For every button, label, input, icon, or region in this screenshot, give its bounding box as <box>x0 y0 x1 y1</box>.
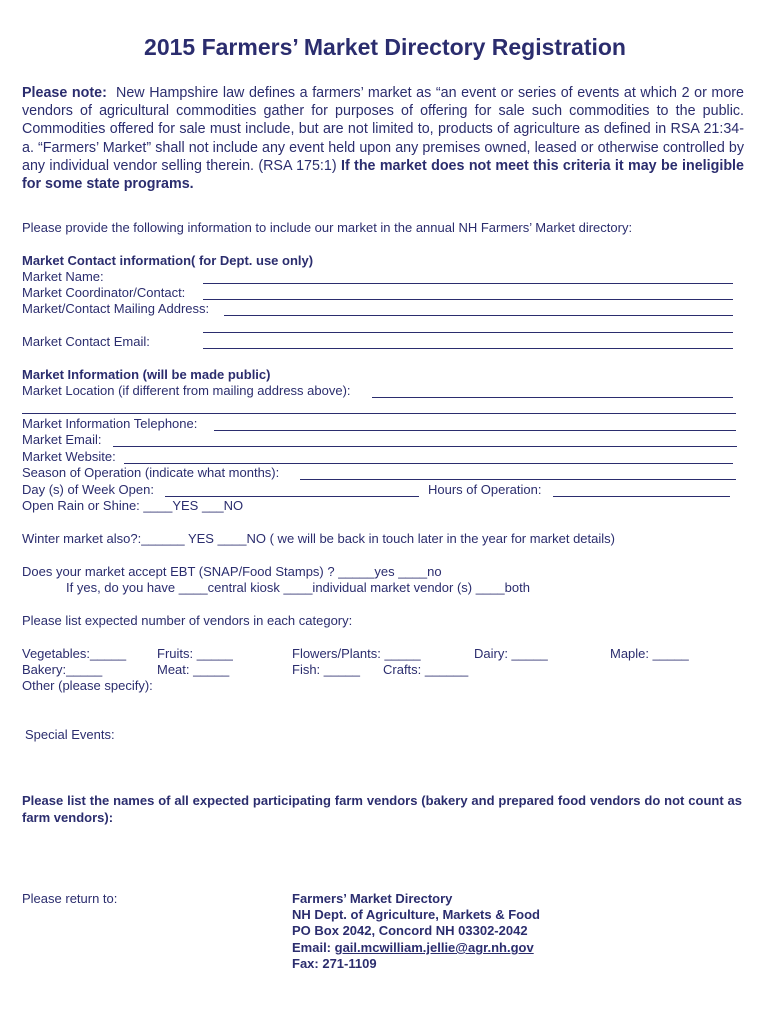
other-label: Other (please specify): <box>22 678 153 693</box>
contact-email-field[interactable] <box>203 348 733 349</box>
market-email-field[interactable] <box>113 446 737 447</box>
ebt-followup[interactable]: If yes, do you have ____central kiosk ____individual market vendor (s) ____both <box>66 580 530 595</box>
contact-email-label: Market Contact Email: <box>22 334 150 349</box>
coordinator-field[interactable] <box>203 299 733 300</box>
website-field[interactable] <box>124 463 733 464</box>
fish-count[interactable]: Fish: _____ <box>292 662 360 677</box>
note-label: Please note: <box>22 85 107 101</box>
intro-text: Please provide the following information to include our market in the annual NH Farmers’ Market directory: <box>22 220 633 235</box>
page-title: 2015 Farmers’ Market Directory Registration <box>144 34 626 60</box>
maple-count[interactable]: Maple: _____ <box>610 646 689 661</box>
vendors-prompt: Please list expected number of vendors in each category: <box>22 613 353 628</box>
market-name-label: Market Name: <box>22 269 104 284</box>
flowers-count[interactable]: Flowers/Plants: _____ <box>292 646 421 661</box>
winter-market-question[interactable]: Winter market also?:______ YES ____NO ( we will be back in touch later in the year for market details) <box>22 531 615 546</box>
days-open-field[interactable] <box>165 496 419 497</box>
season-field[interactable] <box>300 479 736 480</box>
return-label: Please return to: <box>22 891 118 906</box>
phone-label: Market Information Telephone: <box>22 416 198 431</box>
contact-heading: Market Contact information( for Dept. use only) <box>22 253 314 268</box>
info-heading: Market Information (will be made public) <box>22 367 271 382</box>
note-text: New Hampshire law defines a farmers’ market as “an event or series of events at which 2 or more vendors of agricultural commodities gather for purposes of offering for sale such commodities to the public. Commodities offered for sale must include, but are not limited to, products of agriculture as defined in RSA 21:34-a. “Farmers’ Market” shall not include any event held upon any premises owned, leased or otherwise controlled by any individual vendor selling therein. (RSA 175:1) <box>22 85 744 174</box>
season-label: Season of Operation (indicate what months): <box>22 465 280 480</box>
mailing-address-field[interactable] <box>224 315 733 316</box>
bakery-count[interactable]: Bakery:_____ <box>22 662 103 677</box>
mailing-address-field-2[interactable] <box>203 332 733 333</box>
coordinator-label: Market Coordinator/Contact: <box>22 285 186 300</box>
return-fax: Fax: 271-1109 <box>292 956 377 971</box>
farm-vendors-prompt: Please list the names of all expected participating farm vendors (bakery and prepared food vendors do not count as farm vendors): <box>22 793 742 825</box>
ebt-question[interactable]: Does your market accept EBT (SNAP/Food Stamps) ? _____yes ____no <box>22 564 442 579</box>
dairy-count[interactable]: Dairy: _____ <box>474 646 548 661</box>
meat-count[interactable]: Meat: _____ <box>157 662 230 677</box>
website-label: Market Website: <box>22 449 116 464</box>
market-name-field[interactable] <box>203 283 733 284</box>
vegetables-count[interactable]: Vegetables:_____ <box>22 646 127 661</box>
days-open-label: Day (s) of Week Open: <box>22 482 154 497</box>
hours-field[interactable] <box>553 496 730 497</box>
return-email-line <box>292 940 534 955</box>
location-field-2[interactable] <box>22 413 736 414</box>
return-email-prefix: Email: <box>292 940 335 955</box>
note-warning: If the market does not meet this criteria it may be ineligible for some state programs. <box>22 157 744 193</box>
rain-or-shine[interactable]: Open Rain or Shine: ____YES ___NO <box>22 498 244 513</box>
fruits-count[interactable]: Fruits: _____ <box>157 646 233 661</box>
location-label: Market Location (if different from mailing address above): <box>22 383 351 398</box>
return-line-1: Farmers’ Market Directory <box>292 891 453 906</box>
market-email-label: Market Email: <box>22 432 102 447</box>
return-email-link[interactable]: gail.mcwilliam.jellie@agr.nh.gov <box>334 940 534 955</box>
phone-field[interactable] <box>214 430 736 431</box>
legal-note <box>22 84 744 193</box>
return-line-3: PO Box 2042, Concord NH 03302-2042 <box>292 923 528 938</box>
mailing-address-label: Market/Contact Mailing Address: <box>22 301 210 316</box>
location-field[interactable] <box>372 397 733 398</box>
crafts-count[interactable]: Crafts: ______ <box>383 662 469 677</box>
return-line-2: NH Dept. of Agriculture, Markets & Food <box>292 907 540 922</box>
special-events-label: Special Events: <box>25 727 115 742</box>
hours-label: Hours of Operation: <box>428 482 542 497</box>
